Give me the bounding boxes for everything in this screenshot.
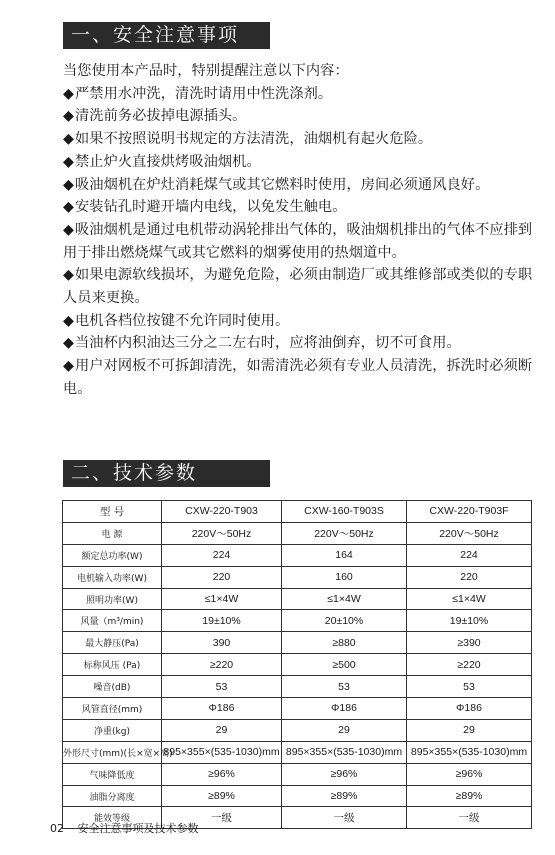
bullet-diamond-icon: ◆ (63, 335, 75, 352)
safety-item (63, 264, 543, 309)
table-row (63, 741, 532, 763)
param-value: 一级 (282, 807, 407, 829)
safety-item (63, 83, 543, 106)
param-value: 220V～50Hz (282, 522, 407, 544)
param-value: ≥390 (407, 632, 532, 654)
param-label: 风量（m³/min) (63, 610, 162, 632)
param-value: 一级 (407, 807, 532, 829)
param-label: 最大静压(Pa) (63, 632, 162, 654)
param-value: 29 (282, 719, 407, 741)
safety-item (63, 310, 543, 333)
bullet-diamond-icon: ◆ (63, 131, 75, 148)
safety-item-text: 如果不按照说明书规定的方法清洗，油烟机有起火危险。 (75, 131, 433, 148)
table-row (63, 610, 532, 632)
bullet-diamond-icon: ◆ (63, 108, 75, 125)
param-value: 19±10% (162, 610, 282, 632)
param-value: Φ186 (162, 698, 282, 720)
param-value: ≥880 (282, 632, 407, 654)
param-label: 照明功率(W) (63, 588, 162, 610)
param-label: 噪音(dB) (63, 676, 162, 698)
param-value: 390 (162, 632, 282, 654)
safety-item-text: 禁止炉火直接烘烤吸油烟机。 (75, 153, 261, 170)
safety-item-text: 用户对网板不可拆卸清洗，如需清洗必须有专业人员清洗，拆洗时必须断电。 (63, 358, 533, 397)
table-row (63, 588, 532, 610)
table-row (63, 676, 532, 698)
param-label: 能效等级 (63, 807, 162, 829)
table-row (63, 698, 532, 720)
safety-notes (63, 60, 543, 401)
param-value: ≥220 (162, 654, 282, 676)
param-value: ≥96% (407, 763, 532, 785)
param-value: 160 (282, 566, 407, 588)
table-row (63, 522, 532, 544)
table-row (63, 654, 532, 676)
safety-item-text: 电机各档位按键不允许同时使用。 (75, 312, 290, 329)
safety-item (63, 174, 543, 197)
safety-item (63, 151, 543, 174)
safety-item-text: 清洗前务必拔掉电源插头。 (75, 108, 247, 125)
param-value: ≥96% (162, 763, 282, 785)
footer-title: 安全注意事项及技术参数 (77, 822, 199, 835)
param-value: ≤1×4W (407, 588, 532, 610)
param-value: 224 (407, 544, 532, 566)
param-label: 气味降低度 (63, 763, 162, 785)
spec-table (62, 500, 532, 829)
param-value: 895×355×(535-1030)mm (162, 741, 282, 763)
param-value: ≤1×4W (282, 588, 407, 610)
safety-intro: 当您使用本产品时，特别提醒注意以下内容： (63, 63, 349, 79)
param-value: 220V～50Hz (407, 522, 532, 544)
param-value: 220 (407, 566, 532, 588)
safety-item (63, 105, 543, 128)
model-name: CXW-220-T903F (407, 501, 532, 523)
param-value: 19±10% (407, 610, 532, 632)
bullet-diamond-icon: ◆ (63, 153, 75, 170)
param-value: 29 (162, 719, 282, 741)
safety-item (63, 128, 543, 151)
param-value: 53 (162, 676, 282, 698)
param-label: 风管直径(mm) (63, 698, 162, 720)
param-value: 220V～50Hz (162, 522, 282, 544)
safety-item (63, 355, 543, 400)
param-value: 29 (407, 719, 532, 741)
section-title-safety: 一、安全注意事项 (63, 22, 270, 49)
param-value: ≥89% (162, 785, 282, 807)
safety-item (63, 332, 543, 355)
safety-item-text: 安装钻孔时避开墙内电线，以免发生触电。 (75, 199, 347, 216)
bullet-diamond-icon: ◆ (63, 199, 75, 216)
param-value: 224 (162, 544, 282, 566)
param-value: ≥220 (407, 654, 532, 676)
param-value: 895×355×(535-1030)mm (407, 741, 532, 763)
param-value: 220 (162, 566, 282, 588)
param-label: 净重(kg) (63, 719, 162, 741)
table-row (63, 632, 532, 654)
table-row (63, 719, 532, 741)
safety-item-text: 严禁用水冲洗，清洗时请用中性洗涤剂。 (75, 85, 333, 102)
param-value: Φ186 (282, 698, 407, 720)
bullet-diamond-icon: ◆ (63, 85, 75, 102)
safety-item-text: 吸油烟机在炉灶消耗煤气或其它燃料时使用，房间必须通风良好。 (75, 176, 490, 193)
param-value: ≥89% (282, 785, 407, 807)
param-value: ≥96% (282, 763, 407, 785)
param-label: 电机输入功率(W) (63, 566, 162, 588)
param-label: 额定总功率(W) (63, 544, 162, 566)
param-value: ≤1×4W (162, 588, 282, 610)
param-value: 164 (282, 544, 407, 566)
param-value: ≥89% (407, 785, 532, 807)
bullet-diamond-icon: ◆ (63, 267, 75, 284)
table-header-row (63, 501, 532, 523)
safety-item-text: 如果电源软线损坏，为避免危险，必须由制造厂或其维修部或类似的专职人员来更换。 (63, 267, 533, 307)
bullet-diamond-icon: ◆ (63, 221, 75, 238)
safety-item-list (63, 83, 543, 401)
param-label: 外形尺寸(mm)(长×宽×高) (63, 741, 162, 763)
page-footer (50, 820, 199, 836)
param-value: 53 (407, 676, 532, 698)
param-label: 电 源 (63, 522, 162, 544)
param-value: ≥500 (282, 654, 407, 676)
safety-item (63, 219, 543, 264)
bullet-diamond-icon: ◆ (63, 358, 75, 375)
param-label: 油脂分离度 (63, 785, 162, 807)
safety-item-text: 当油杯内积油达三分之二左右时，应将油倒弃，切不可食用。 (75, 335, 461, 352)
bullet-diamond-icon: ◆ (63, 176, 75, 193)
table-row (63, 785, 532, 807)
table-row (63, 566, 532, 588)
safety-item-text: 吸油烟机是通过电机带动涡轮排出气体的，吸油烟机排出的气体不应排到用于排出燃烧煤气或其它燃料的烟雾使用的热烟道中。 (63, 221, 533, 261)
table-row (63, 763, 532, 785)
table-row (63, 544, 532, 566)
param-value: 53 (282, 676, 407, 698)
section-title-specs: 二、技术参数 (63, 460, 270, 487)
param-label: 标称风压 (Pa) (63, 654, 162, 676)
param-value: 20±10% (282, 610, 407, 632)
param-value: Φ186 (407, 698, 532, 720)
model-name: CXW-160-T903S (282, 501, 407, 523)
param-value: 895×355×(535-1030)mm (282, 741, 407, 763)
safety-item (63, 196, 543, 219)
model-name: CXW-220-T903 (162, 501, 282, 523)
param-label: 型 号 (63, 501, 162, 523)
bullet-diamond-icon: ◆ (63, 312, 75, 329)
param-value: 一级 (162, 807, 282, 829)
page-number: 02 (50, 822, 64, 835)
